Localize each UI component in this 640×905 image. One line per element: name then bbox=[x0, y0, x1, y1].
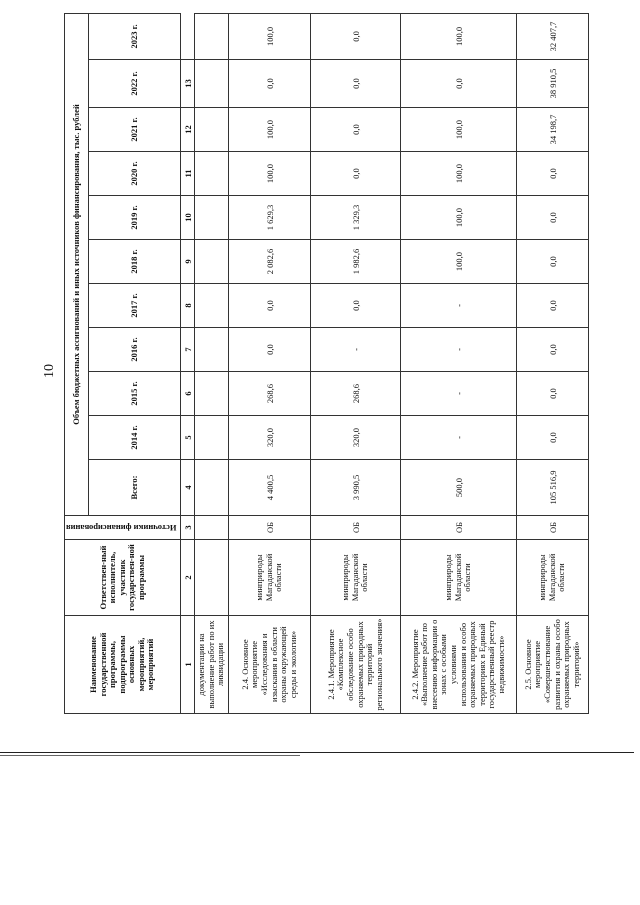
column-number: 7 bbox=[181, 328, 195, 372]
row-executor: минприроды Магаданской области bbox=[401, 540, 517, 616]
row-executor: минприроды Магаданской области bbox=[311, 540, 401, 616]
column-number: 5 bbox=[181, 416, 195, 460]
row-value: 100,0 bbox=[401, 13, 517, 59]
row-name: 2.4.1. Мероприятие «Комплексное обследование особо охраняемых природных территорий регионального значения» bbox=[311, 616, 401, 714]
row-value: 0,0 bbox=[229, 328, 311, 372]
row-value: 0,0 bbox=[229, 284, 311, 328]
column-number: 11 bbox=[181, 152, 195, 196]
row-value bbox=[195, 328, 229, 372]
row-value: 0,0 bbox=[311, 284, 401, 328]
row-value: 268,6 bbox=[229, 372, 311, 416]
row-total: 4 400,5 bbox=[229, 460, 311, 516]
header-year: 2019 г. bbox=[88, 196, 180, 240]
row-value: 0,0 bbox=[517, 196, 589, 240]
row-value bbox=[195, 284, 229, 328]
row-value bbox=[195, 372, 229, 416]
row-value: 100,0 bbox=[401, 240, 517, 284]
row-value bbox=[195, 152, 229, 196]
row-value: 320,0 bbox=[229, 416, 311, 460]
column-number: 3 bbox=[181, 516, 195, 540]
row-value: 32 407,7 bbox=[517, 13, 589, 59]
header-year: 2020 г. bbox=[88, 152, 180, 196]
row-value: 100,0 bbox=[401, 108, 517, 152]
row-value bbox=[195, 196, 229, 240]
row-value: 1 982,6 bbox=[311, 240, 401, 284]
header-row-group bbox=[65, 13, 89, 713]
page-divider-line-secondary bbox=[0, 755, 300, 756]
row-value: - bbox=[401, 416, 517, 460]
header-source bbox=[65, 516, 181, 540]
column-number: 13 bbox=[181, 60, 195, 108]
row-value: 0,0 bbox=[517, 152, 589, 196]
row-value bbox=[195, 416, 229, 460]
column-number: 6 bbox=[181, 372, 195, 416]
row-value bbox=[195, 60, 229, 108]
row-value: - bbox=[401, 372, 517, 416]
header-year: 2016 г. bbox=[88, 328, 180, 372]
header-year: 2015 г. bbox=[88, 372, 180, 416]
column-number: 2 bbox=[181, 540, 195, 616]
table-row bbox=[229, 13, 311, 713]
header-total: Всего: bbox=[88, 460, 180, 516]
row-source bbox=[195, 516, 229, 540]
page-divider-line bbox=[0, 752, 634, 753]
header-year: 2023 г. bbox=[88, 13, 180, 59]
header-funding-group: Объем бюджетных ассигнований и иных источников финансирования, тыс. рублей bbox=[65, 13, 89, 515]
row-value: 268,6 bbox=[311, 372, 401, 416]
rotated-table-container bbox=[64, 14, 581, 714]
row-value: 100,0 bbox=[229, 13, 311, 59]
column-number: 8 bbox=[181, 284, 195, 328]
row-total: 500,0 bbox=[401, 460, 517, 516]
row-value: 0,0 bbox=[311, 108, 401, 152]
row-value: 0,0 bbox=[517, 416, 589, 460]
column-number: 10 bbox=[181, 196, 195, 240]
rotated-page-area bbox=[64, 14, 581, 714]
row-executor: минприроды Магаданской области bbox=[229, 540, 311, 616]
table-row bbox=[517, 13, 589, 713]
header-year: 2022 г. bbox=[88, 60, 180, 108]
row-value bbox=[195, 13, 229, 59]
row-value: 34 198,7 bbox=[517, 108, 589, 152]
row-value: 1 629,3 bbox=[229, 196, 311, 240]
header-year: 2017 г. bbox=[88, 284, 180, 328]
column-number: 9 bbox=[181, 240, 195, 284]
header-name: Наименование государственной программы, подпрограммы основных мероприятий, мероприятий bbox=[65, 616, 181, 714]
row-name: документации на выполнение работ по их ликвидации bbox=[195, 616, 229, 714]
row-executor bbox=[195, 540, 229, 616]
header-year: 2014 г. bbox=[88, 416, 180, 460]
budget-table bbox=[64, 13, 589, 714]
column-number: 12 bbox=[181, 108, 195, 152]
row-value: 100,0 bbox=[401, 196, 517, 240]
row-value: 100,0 bbox=[401, 152, 517, 196]
row-value: 0,0 bbox=[229, 60, 311, 108]
column-number: 1 bbox=[181, 616, 195, 714]
row-value bbox=[195, 108, 229, 152]
row-value: 0,0 bbox=[311, 13, 401, 59]
row-source: ОБ bbox=[311, 516, 401, 540]
row-value: 0,0 bbox=[517, 372, 589, 416]
row-value: 2 082,6 bbox=[229, 240, 311, 284]
row-value: 0,0 bbox=[311, 60, 401, 108]
column-number: 4 bbox=[181, 460, 195, 516]
row-value: 0,0 bbox=[517, 240, 589, 284]
row-value: 38 910,5 bbox=[517, 60, 589, 108]
header-year: 2018 г. bbox=[88, 240, 180, 284]
row-source: ОБ bbox=[229, 516, 311, 540]
table-row bbox=[195, 13, 229, 713]
row-executor: минприроды Магаданской области bbox=[517, 540, 589, 616]
row-total: 3 990,5 bbox=[311, 460, 401, 516]
row-value bbox=[195, 240, 229, 284]
page-number: 10 bbox=[42, 364, 57, 378]
row-source: ОБ bbox=[401, 516, 517, 540]
row-value: 0,0 bbox=[517, 328, 589, 372]
header-executor: Ответствен-ный исполнитель, участник государствен-ной программы bbox=[65, 540, 181, 616]
table-row bbox=[311, 13, 401, 713]
row-value: - bbox=[311, 328, 401, 372]
row-total bbox=[195, 460, 229, 516]
column-numbers-row bbox=[181, 13, 195, 713]
row-value: 320,0 bbox=[311, 416, 401, 460]
row-source: ОБ bbox=[517, 516, 589, 540]
row-value: 100,0 bbox=[229, 152, 311, 196]
row-value: - bbox=[401, 284, 517, 328]
row-total: 105 516,9 bbox=[517, 460, 589, 516]
row-value: 100,0 bbox=[229, 108, 311, 152]
header-year: 2021 г. bbox=[88, 108, 180, 152]
table-row bbox=[401, 13, 517, 713]
row-value: - bbox=[401, 328, 517, 372]
row-name: 2.4.2. Мероприятие «Выполнение работ по внесению информации о зонах с особыми условиями использования и особо охраняемых природных территориях в Единый государственный реестр недвижимости» bbox=[401, 616, 517, 714]
header-source-label: Источники финансирования bbox=[66, 523, 177, 534]
row-value: 0,0 bbox=[401, 60, 517, 108]
row-value: 0,0 bbox=[311, 152, 401, 196]
row-value: 0,0 bbox=[517, 284, 589, 328]
row-name: 2.5. Основное мероприятие «Совершенствование развития и охраны особо охраняемых природных территорий» bbox=[517, 616, 589, 714]
row-name: 2.4. Основное мероприятие «Исследования и изыскания в области охраны окружающей среды и экологии» bbox=[229, 616, 311, 714]
row-value: 1 329,3 bbox=[311, 196, 401, 240]
